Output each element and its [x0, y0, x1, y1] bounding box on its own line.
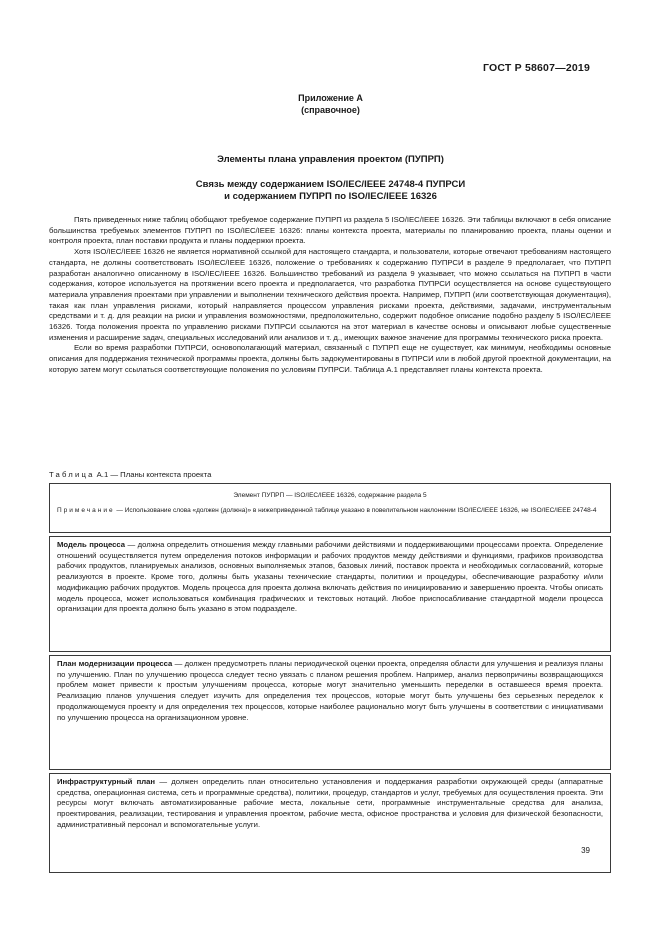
- page-number: 39: [581, 846, 590, 855]
- table-header-cell: [49, 483, 611, 533]
- paragraph-2: Хотя ISO/IEC/IEEE 16326 не является нормативной ссылкой для настоящего стандарта, и пользователи, которые отвечают требованиям настоящего стандарта, не должны соответствовать ISO/IEC/IEEE 16326, положение о требованиях к содержанию ПУПРСИ в разделе 9 предполагает, что ПУПРП разработан аналогично описанному в ISO/IEC/IEEE 16326. Большинство требований из раздела 9 указывает, что можно ссылаться на ПУПРП в части содержания, которое используется на протяжении всего проекта и предполагается, что разработка ПУПРСИ осуществляется на основе существующего материала управления проектами при управлении и выполнении технического действия проекта. Например, ПУПРП (или соответствующая документация), такая как план управления рисками, который направляется процессом управления рисками проекта, действиями, задачами, инструментальным средствами и т. д. для реакции на риски и управления возможностями, предположительно, содержит подобное описание подобно разделу 5 ISO/IEC/IEEE 16326. Тогда положения проекта по управлению рисками ПУПРСИ ссылаются на этот материал в качестве основы и описывают любые существенные изменения и расширение задач, специальных исследований или анализов и т. д., имеющих важное значение для программы технического риска проекта.: [49, 247, 611, 342]
- paragraph-3: Если во время разработки ПУПРСИ, основополагающий материал, связанный с ПУПРП еще не существует, как минимум, необходимы основные описания для поддержания технической программы проекта, должны быть задокументированы в ПУПРСИ или в любой другой проектной документации, на которую затем могут ссылаться соответствующие положения по условиям ПУПРСИ. Таблица А.1 представляет планы контекста проекта.: [49, 343, 611, 374]
- body-text: [49, 215, 611, 376]
- row-description: — должен предусмотреть планы периодической оценки проекта, определяя области для улучшения и реализуя планы по улучшению. План по улучшению процесса следует тесно увязать с планом решения проблем. Например, анализ первопричины возвращающихся проблем может привести к простым улучшениям процесса, которые могут значительно уменьшить переделки в оставшееся время проекта. Реализацию планов улучшения следует изучить для определения тех процессов, которые могут быть улучшены без серьезных переделок к продолжающемуся проекту и для определения тех процессов, которые наиболее рационально могут быть улучшены в соответствии с инициативами по улучшению процесса на организационном уровне.: [57, 659, 603, 722]
- table-row: [49, 773, 611, 873]
- table-note-text: — Использование слова «должен (должна)» в нижеприведенной таблице указано в повелительном наклонении ISO/IEC/IEEE 16326, не ISO/IEC/IEEE 24748-4: [114, 507, 597, 514]
- table-note: [57, 506, 603, 515]
- annex-title: Приложение А: [298, 93, 363, 103]
- row-term: Инфраструктурный план: [57, 777, 156, 786]
- subtitle-line-2: и содержанием ПУПРП по ISO/IEC/IEEE 16326: [224, 191, 437, 202]
- annex-heading: [0, 92, 661, 116]
- table-caption: [49, 470, 211, 479]
- section-subtitle: [0, 179, 661, 203]
- section-title: Элементы плана управления проектом (ПУПРП): [217, 154, 444, 165]
- row-description: — должен определить план относительно установления и поддержания разработки окружающей среды (аппаратные средства, операционная система, сеть и программные средства), политики, процедур, стандартов и услуг, требуемых для осуществления проекта. Эти ресурсы могут включать автоматизированные рабочие места, локальные сети, программные инструментальные средства для анализа, проектирования, реализации, тестирования и управления проектом, рабочие места, офисное пространства и условия для физической безопасности, административный персонал и вспомогательные услуги.: [57, 777, 603, 829]
- table-caption-title: А.1 — Планы контекста проекта: [94, 470, 212, 479]
- context-plans-table: [49, 483, 611, 873]
- annex-kind: (справочное): [301, 105, 360, 115]
- table-row: [49, 655, 611, 770]
- standard-number: ГОСТ Р 58607—2019: [482, 62, 590, 74]
- row-term: Модель процесса: [57, 540, 126, 549]
- table-caption-label: Таблица: [49, 470, 95, 479]
- subtitle-line-1: Связь между содержанием ISO/IEC/IEEE 24748-4 ПУПРСИ: [195, 179, 466, 190]
- table-row: [49, 536, 611, 652]
- table-note-label: Примечание: [57, 507, 115, 514]
- row-description: — должна определить отношения между главными рабочими действиями и поддерживающими процессами проекта. Определение отношений осуществляется путем определения потоков информации и рабочих продуктов между действиями и функциями, графиков производства рабочих продуктов, планируемых анализов, основных выполняемых этапов, базовых линий, поставок проекта и необходимых согласований, которые реализуются в проекте. Кроме того, должны быть указаны технические стандарты, политики и процедуры, обеспечивающие разработку и/или модификацию рабочих продуктов. Модель процесса для проекта должна включать действия по инициированию и завершению проекта. Чтобы описать модель процесса, может использоваться комбинация графических и текстовых нотаций. Любое приспосабливание стандартной модели процесса организации для проекта должно быть указано в этом подразделе.: [57, 540, 603, 614]
- table-header-text: Элемент ПУПРП — ISO/IEC/IEEE 16326, содержание раздела 5: [233, 492, 427, 499]
- row-term: План модернизации процесса: [57, 659, 173, 668]
- paragraph-1: Пять приведенных ниже таблиц обобщают требуемое содержание ПУПРП из раздела 5 ISO/IEC/IEEE 16326. Эти таблицы включают в себя описание большинства требуемых элементов ПУПРП по ISO/IEC/IEEE 16326: планы контекста проекта, материалы по планированию проекта, планы оценки и контроля проекта, план поставки продукта и планы поддержки проекта.: [49, 215, 611, 246]
